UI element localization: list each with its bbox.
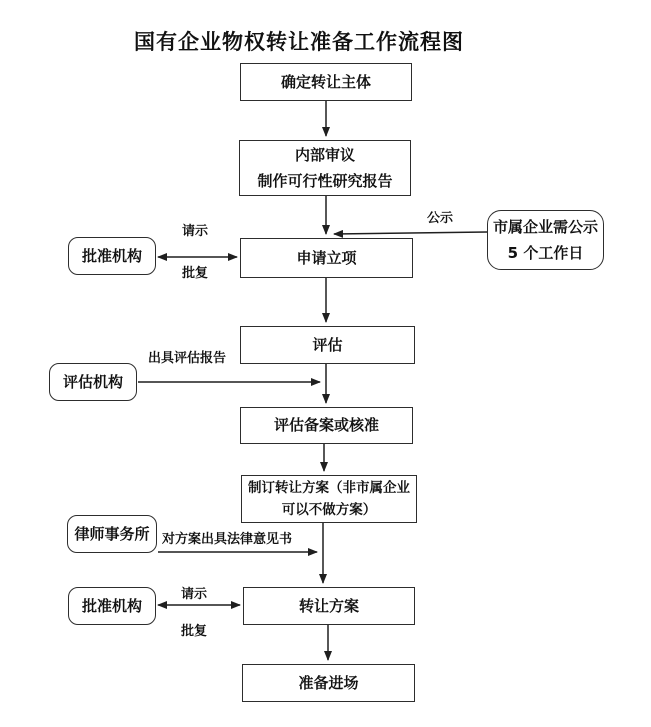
side-approval-agency-2 xyxy=(68,587,156,625)
side-municipal-publicity-note xyxy=(487,210,604,270)
side-label: 评估机构 xyxy=(62,372,123,391)
step-label-line1: 内部审议 xyxy=(294,146,355,164)
step-label-line2: 制作可行性研究报告 xyxy=(257,172,393,190)
step-internal-review xyxy=(239,140,411,196)
step-prepare-entry xyxy=(242,664,415,702)
side-label: 律师事务所 xyxy=(74,524,150,543)
edge-label-reply-1: 批复 xyxy=(182,266,209,281)
side-evaluation-agency xyxy=(49,363,137,401)
side-approval-agency-1 xyxy=(68,237,156,275)
step-evaluation-filing xyxy=(240,407,413,444)
step-apply-project xyxy=(240,238,413,278)
edge-label-publicity: 公示 xyxy=(427,211,454,226)
edge-label-legal-opinion: 对方案出具法律意见书 xyxy=(162,532,293,547)
side-label: 批准机构 xyxy=(81,596,142,615)
step-evaluation xyxy=(240,326,415,364)
step-draft-transfer-plan xyxy=(241,475,417,523)
step-label-line1: 制订转让方案（非市属企业 xyxy=(248,480,410,496)
step-label: 转让方案 xyxy=(298,596,359,615)
step-label: 评估 xyxy=(312,335,343,354)
step-label: 确定转让主体 xyxy=(280,72,371,91)
step-determine-transfer-subject xyxy=(240,63,412,101)
side-label-line1: 市属企业需公示 xyxy=(492,218,598,236)
step-label: 申请立项 xyxy=(296,248,357,267)
arrow-notice-step3 xyxy=(334,232,487,234)
side-label: 批准机构 xyxy=(81,246,142,265)
step-transfer-plan xyxy=(243,587,415,625)
side-label-line2: 5 个工作日 xyxy=(507,244,584,262)
edge-label-request-1: 请示 xyxy=(182,224,209,239)
page-title: 国有企业物权转让准备工作流程图 xyxy=(134,30,464,54)
step-label: 准备进场 xyxy=(298,673,359,692)
edge-label-reply-2: 批复 xyxy=(181,624,208,639)
edge-label-request-2: 请示 xyxy=(181,587,208,602)
step-label: 评估备案或核准 xyxy=(273,416,379,434)
step-label-line2: 可以不做方案） xyxy=(281,502,377,518)
edge-label-eval-report: 出具评估报告 xyxy=(148,351,227,366)
side-law-firm xyxy=(67,515,157,553)
